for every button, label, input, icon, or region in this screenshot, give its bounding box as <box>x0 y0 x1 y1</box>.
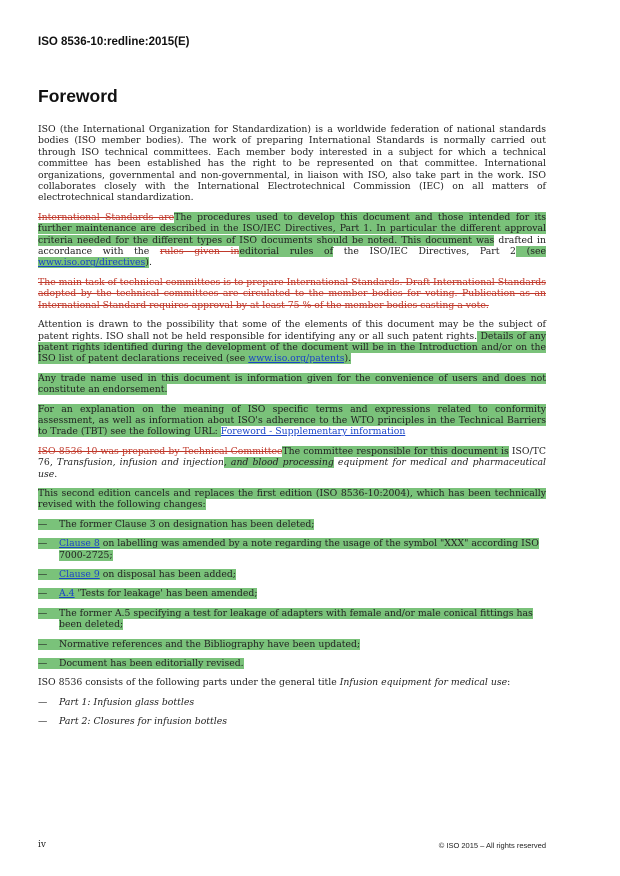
paragraph-deleted-main-task: The main task of technical committees is to prepare International Standards. Draft International Standards adopted by the technical committees are circulated to the member bodies for voting. Publication as an International Standard requires approval by at least 75 % of the member bodies casting a vote. <box>38 276 546 311</box>
directives-link[interactable]: www.iso.org/directives <box>38 257 146 269</box>
deleted-text: ISO 8536-10 was prepared by Technical Committee <box>38 445 283 457</box>
inserted-text: editorial rules of <box>239 246 334 258</box>
paragraph-committee: ISO 8536-10 was prepared by Technical CommitteeThe committee responsible for this document is ISO/TC 76, Transfusion, infusion and injection, and blood processing equipment for medical and pharmaceutical use. <box>38 445 546 480</box>
list-item: — The former Clause 3 on designation has been deleted; <box>38 518 315 530</box>
deleted-text: rules given in <box>159 246 240 258</box>
paragraph-iso-intro: ISO (the International Organization for Standardization) is a worldwide federation of national standards bodies (ISO member bodies). The work of preparing International Standards is normally carried out through ISO technical committees. Each member body interested in a subject for which a technical committee has been established has the right to be represented on that committee. International organizations, governmental and non-governmental, in liaison with ISO, also take part in the work. ISO collaborates closely with the International Electrotechnical Commission (IEC) on all matters of electrotechnical standardization. <box>38 124 546 204</box>
list-item: — Clause 9 on disposal has been added; <box>38 569 236 580</box>
clause-8-link[interactable]: Clause 8 <box>59 538 100 550</box>
paragraph-trade-name: Any trade name used in this document is information given for the convenience of users and does not constitute an endorsement. <box>38 372 546 396</box>
page-title: Foreword <box>38 86 118 106</box>
paragraph-patents: Attention is drawn to the possibility that some of the elements of this document may be the subject of patent rights. ISO shall not be held responsible for identifying any or all such patent rights. Details of any patent rights identified during the development of the document will be in the Introduction and/or on the ISO list of patent declarations received (see www.iso.org/patents). <box>38 319 546 365</box>
inserted-text: Details of any patent rights identified during the development of the document will be in the Introduction and/or on the ISO list of patent declarations received (see <box>38 330 546 365</box>
paragraph-second-edition: This second edition cancels and replaces the first edition (ISO 8536-10:2004), which has been technically revised with the following changes: <box>38 487 546 511</box>
list-item: — A.4 'Tests for leakage' has been amended; <box>38 588 258 600</box>
paragraph-parts-intro: ISO 8536 consists of the following parts under the general title Infusion equipment for medical use: <box>38 677 511 689</box>
patents-link[interactable]: www.iso.org/patents <box>248 353 345 365</box>
supplementary-info-link[interactable]: Foreword - Supplementary information <box>220 426 406 438</box>
page-number: iv <box>38 840 46 850</box>
list-item: — Part 1: Infusion glass bottles <box>38 696 195 708</box>
list-item: — Normative references and the Bibliography have been updated; <box>38 638 361 650</box>
foreword-body <box>38 124 546 736</box>
list-item: — Clause 8 on labelling was amended by a note regarding the usage of the symbol "XXX" according ISO 7000-2725; <box>38 538 539 561</box>
copyright-notice: © ISO 2015 – All rights reserved <box>438 841 546 850</box>
clause-9-link[interactable]: Clause 9 <box>59 569 100 580</box>
deleted-text: International Standards are <box>38 211 175 223</box>
inserted-text: The committee responsible for this document is <box>282 445 509 457</box>
annex-a4-link[interactable]: A.4 <box>59 588 75 600</box>
document-header: ISO 8536-10:redline:2015(E) <box>38 36 190 48</box>
inserted-text: The procedures used to develop this document and those intended for its further maintenance are described in the ISO/IEC Directives, Part 1. In particular the different approval criteria needed for the different types of ISO documents should be noted. This document was <box>38 211 546 246</box>
inserted-text: , and blood processing <box>223 457 334 469</box>
paragraph-conformity: For an explanation on the meaning of ISO specific terms and expressions related to conformity assessment, as well as information about ISO's adherence to the WTO principles in the Technical Barriers to Trade (TBT) see the following URL: Foreword - Supplementary information <box>38 403 546 438</box>
list-item: — Part 2: Closures for infusion bottles <box>38 716 228 728</box>
list-item: — Document has been editorially revised. <box>38 658 244 670</box>
paragraph-procedures: International Standards areThe procedures used to develop this document and those intended for its further maintenance are described in the ISO/IEC Directives, Part 1. In particular the different approval criteria needed for the different types of ISO documents should be noted. This document was drafted in accordance with the rules given ineditorial rules of the ISO/IEC Directives, Part 2 (see www.iso.org/directives). <box>38 211 546 269</box>
list-item: — The former A.5 specifying a test for leakage of adapters with female and/or male conical fittings has been deleted; <box>38 607 533 631</box>
